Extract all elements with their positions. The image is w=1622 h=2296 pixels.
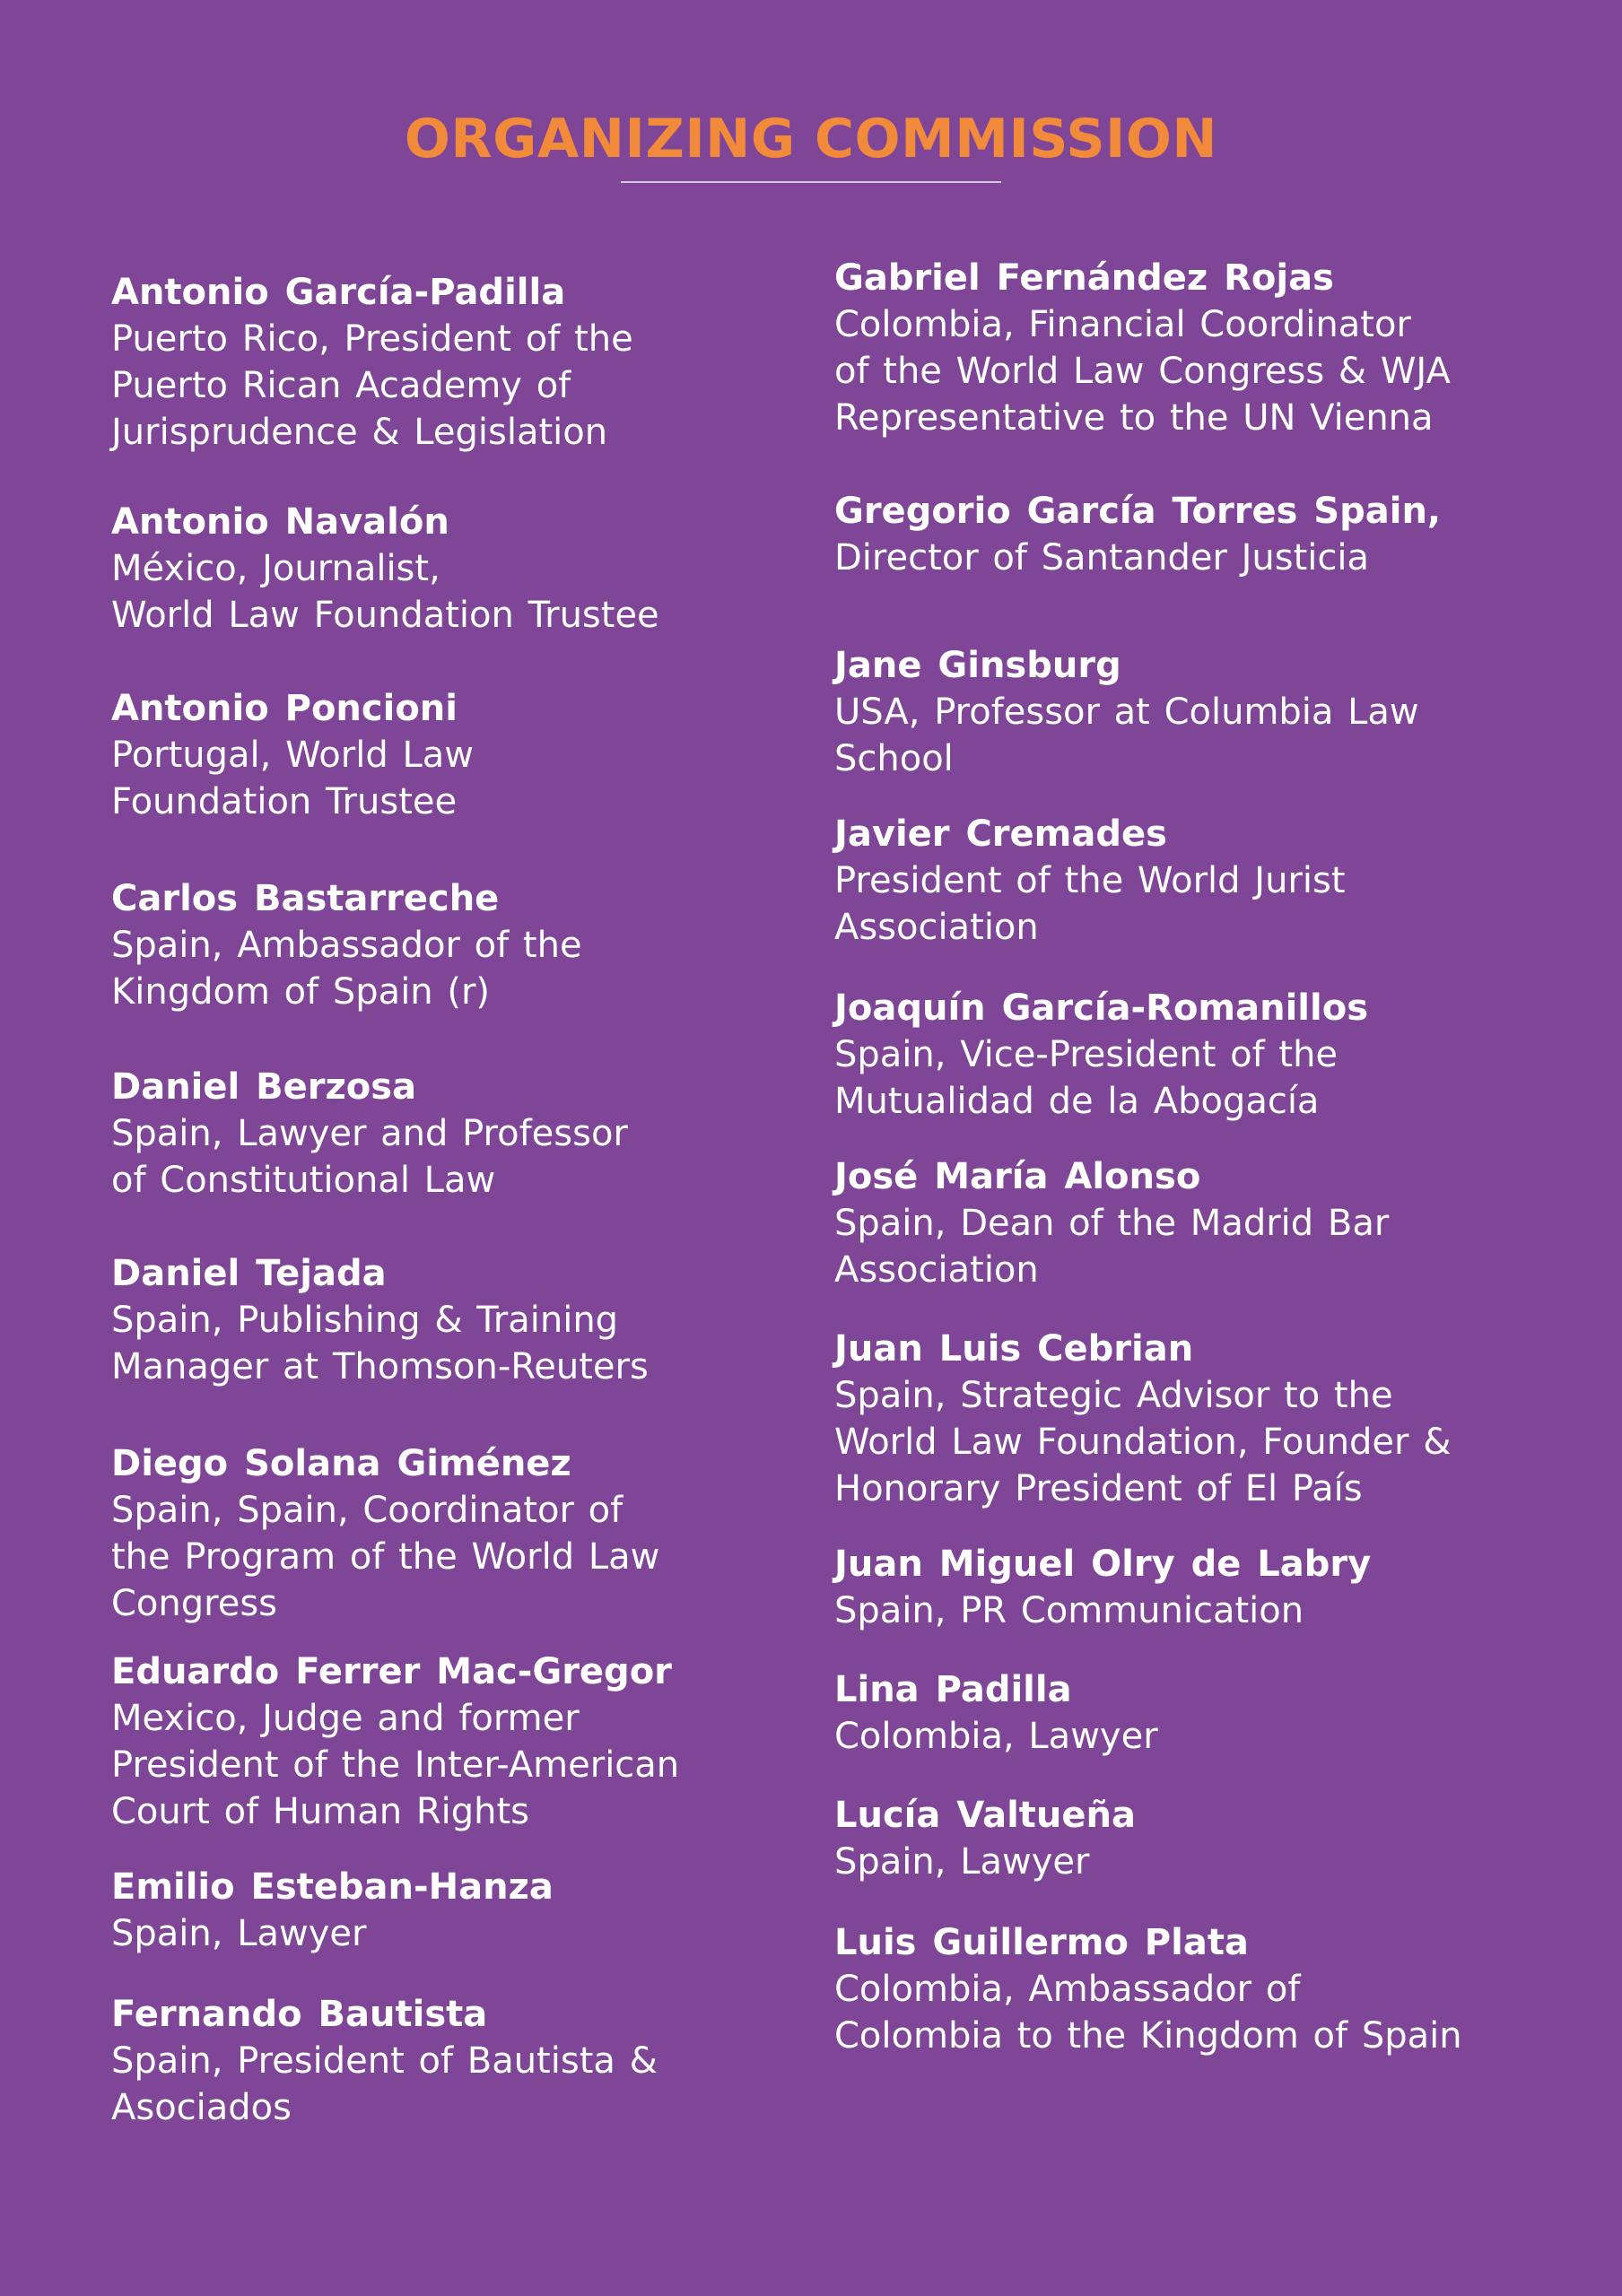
member-role: President of the World Jurist Association xyxy=(834,860,1346,948)
member-name: Antonio Poncioni xyxy=(111,688,458,729)
member-name: Joaquín García-Romanillos xyxy=(834,987,1368,1029)
member-entry xyxy=(834,985,1368,1125)
member-role: Spain, President of Bautista & Asociados xyxy=(111,2040,658,2128)
member-entry xyxy=(834,811,1346,951)
member-name: Emilio Esteban-Hanza xyxy=(111,1866,554,1908)
member-entry xyxy=(111,269,633,456)
member-role: México, Journalist, World Law Foundation Trustee xyxy=(111,548,659,636)
member-role: USA, Professor at Columbia Law School xyxy=(834,691,1419,779)
member-entry xyxy=(111,1991,658,2131)
member-name: Antonio Navalón xyxy=(111,501,449,543)
member-name: Juan Miguel Olry de Labry xyxy=(834,1544,1372,1585)
page-title: ORGANIZING COMMISSION xyxy=(404,108,1218,170)
member-name: Daniel Tejada xyxy=(111,1253,387,1294)
member-entry xyxy=(111,1648,679,1835)
member-entry xyxy=(834,1541,1371,1634)
member-name: Gregorio García Torres Spain, xyxy=(834,491,1442,532)
member-entry xyxy=(834,1666,1158,1760)
member-name: Eduardo Ferrer Mac-Gregor xyxy=(111,1651,672,1692)
member-name: Diego Solana Giménez xyxy=(111,1443,571,1484)
member-name: Gabriel Fernández Rojas xyxy=(834,257,1334,299)
member-name: Lucía Valtueña xyxy=(834,1795,1136,1836)
member-role: Spain, PR Communication xyxy=(834,1590,1304,1631)
member-name: Carlos Bastarreche xyxy=(111,878,500,919)
member-name: Javier Cremades xyxy=(834,813,1167,855)
member-role: Spain, Dean of the Madrid Bar Association xyxy=(834,1203,1390,1291)
member-entry xyxy=(111,875,582,1015)
member-role: Spain, Spain, Coordinator of the Program of the World Law Congress xyxy=(111,1490,660,1624)
member-entry xyxy=(834,488,1441,581)
member-role: Spain, Lawyer xyxy=(111,1913,367,1954)
member-role: Spain, Publishing & Training Manager at Thomson-Reuters xyxy=(111,1300,649,1387)
member-role: Spain, Ambassador of the Kingdom of Spain (r) xyxy=(111,925,582,1013)
member-role: Colombia, Lawyer xyxy=(834,1716,1158,1757)
member-role: Colombia, Financial Coordinator of the World Law Congress & WJA Representative to the UN Vienna xyxy=(834,304,1451,439)
member-name: Antonio García-Padilla xyxy=(111,272,566,313)
member-role: Colombia, Ambassador of Colombia to the Kingdom of Spain xyxy=(834,1969,1462,2057)
member-name: Juan Luis Cebrian xyxy=(834,1328,1194,1370)
member-name: Daniel Berzosa xyxy=(111,1066,417,1108)
member-entry xyxy=(111,1864,554,1957)
member-role: Director of Santander Justicia xyxy=(834,537,1370,578)
member-role: Puerto Rico, President of the Puerto Rican Academy of Jurisprudence & Legislation xyxy=(111,318,633,453)
member-entry xyxy=(834,1326,1451,1512)
member-entry xyxy=(834,1792,1136,1885)
member-entry xyxy=(834,255,1451,441)
member-entry xyxy=(111,1064,628,1204)
member-entry xyxy=(111,1440,659,1627)
member-name: Luis Guillermo Plata xyxy=(834,1922,1249,1963)
member-role: Mexico, Judge and former President of the Inter-American Court of Human Rights xyxy=(111,1698,680,1832)
member-role: Spain, Lawyer xyxy=(834,1841,1090,1883)
member-role: Spain, Strategic Advisor to the World Law Foundation, Founder & Honorary President of El País xyxy=(834,1375,1452,1509)
member-name: José María Alonso xyxy=(834,1156,1201,1197)
member-entry xyxy=(834,1153,1389,1293)
title-underline xyxy=(621,181,1001,183)
member-entry xyxy=(111,1250,649,1390)
member-entry xyxy=(111,499,659,639)
member-name: Jane Ginsburg xyxy=(834,645,1121,686)
member-role: Spain, Vice-President of the Mutualidad de la Abogacía xyxy=(834,1034,1339,1122)
member-entry xyxy=(111,685,474,825)
member-entry xyxy=(834,642,1419,782)
member-entry xyxy=(834,1919,1462,2059)
member-role: Portugal, World Law Foundation Trustee xyxy=(111,735,474,822)
member-role: Spain, Lawyer and Professor of Constitutional Law xyxy=(111,1113,628,1201)
member-name: Lina Padilla xyxy=(834,1669,1072,1710)
member-name: Fernando Bautista xyxy=(111,1994,488,2035)
